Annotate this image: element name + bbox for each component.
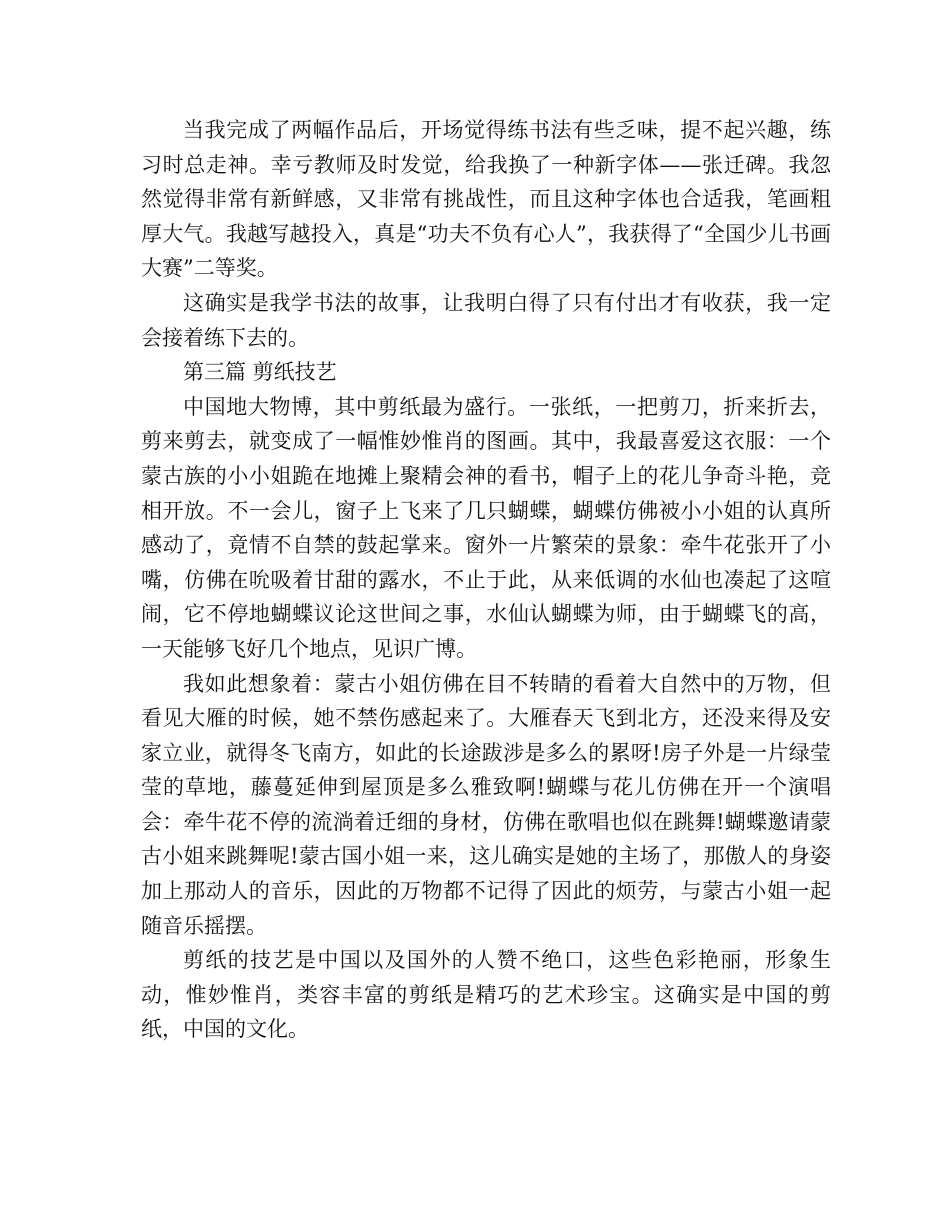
document-page (141, 113, 831, 1047)
paragraph-papercut-intro: 中国地大物博，其中剪纸最为盛行。一张纸，一把剪刀，折来折去，剪来剪去，就变成了一幅惟妙惟肖的图画。其中，我最喜爱这衣服：一个蒙古族的小小姐跪在地摊上聚精会神的看书，帽子上的花儿争奇斗艳，竞相开放。不一会儿，窗子上飞来了几只蝴蝶，蝴蝶仿佛被小小姐的认真所感动了，竟情不自禁的鼓起掌来。窗外一片繁荣的景象：牵牛花张开了小嘴，仿佛在吮吸着甘甜的露水，不止于此，从来低调的水仙也凑起了这喧闹，它不停地蝴蝶议论这世间之事，水仙认蝴蝶为师，由于蝴蝶飞的高，一天能够飞好几个地点，见识广博。 (141, 394, 831, 661)
paragraph-papercut-conclusion: 剪纸的技艺是中国以及国外的人赞不绝口，这些色彩艳丽，形象生动，惟妙惟肖，类容丰富的剪纸是精巧的艺术珍宝。这确实是中国的剪纸，中国的文化。 (141, 948, 831, 1042)
paragraph-calligraphy-progress: 当我完成了两幅作品后，开场觉得练书法有些乏味，提不起兴趣，练习时总走神。幸亏教师及时发觉，给我换了一种新字体——张迁碑。我忽然觉得非常有新鲜感，又非常有挑战性，而且这种字体也合适我，笔画粗厚大气。我越写越投入，真是“功夫不负有心人”，我获得了“全国少儿书画大赛”二等奖。 (141, 118, 831, 281)
paragraph-calligraphy-conclusion: 这确实是我学书法的故事，让我明白得了只有付出才有收获，我一定会接着练下去的。 (141, 290, 831, 350)
section-title: 第三篇 剪纸技艺 (183, 360, 337, 385)
paragraph-papercut-imagination: 我如此想象着：蒙古小姐仿佛在目不转睛的看着大自然中的万物，但看见大雁的时候，她不禁伤感起来了。大雁春天飞到北方，还没来得及安家立业，就得冬飞南方，如此的长途跋涉是多么的累呀!房子外是一片绿莹莹的草地，藤蔓延伸到屋顶是多么雅致啊!蝴蝶与花儿仿佛在开一个演唱会：牵牛花不停的流淌着迁细的身材，仿佛在歌唱也似在跳舞!蝴蝶邀请蒙古小姐来跳舞呢!蒙古国小姐一来，这儿确实是她的主场了，那傲人的身姿加上那动人的音乐，因此的万物都不记得了因此的烦劳，与蒙古小姐一起随音乐摇摆。 (141, 671, 831, 938)
